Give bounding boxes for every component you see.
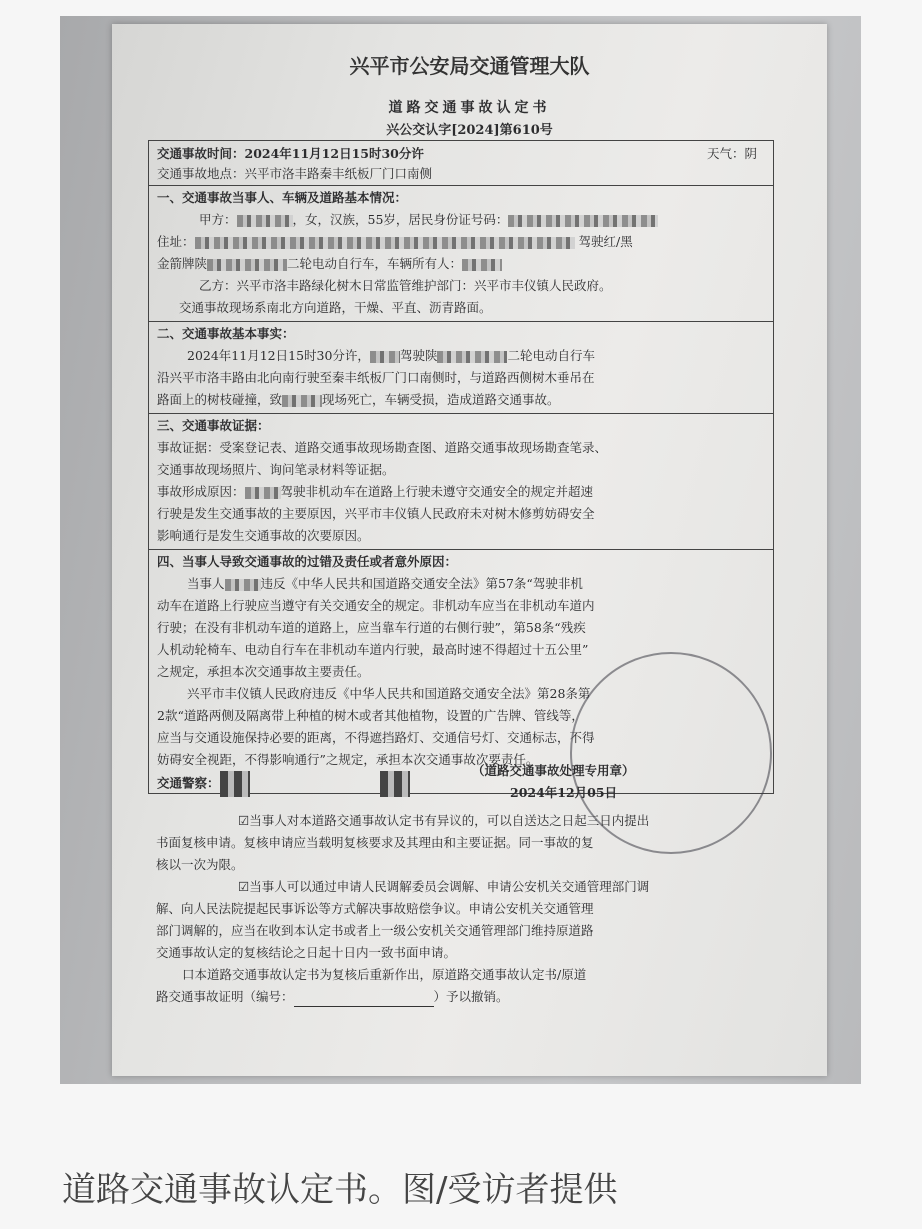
- section-4-title: 四、当事人导致交通事故的过错及责任或者意外原因：: [157, 554, 458, 569]
- notice-line-4: ☑当事人可以通过申请人民调解委员会调解、申请公安机关交通管理部门调: [238, 879, 650, 894]
- accident-certificate: [112, 24, 827, 1076]
- officer-line: 交通警察：: [157, 771, 767, 797]
- divider: [149, 549, 773, 550]
- redacted-name: [282, 395, 322, 407]
- doc-number: 兴公交认字[2024]第610号: [386, 123, 553, 138]
- redacted-plate: [207, 259, 287, 271]
- redacted-owner: [462, 259, 502, 271]
- liability-line-3: 行驶；在没有非机动车道的道路上，应当靠车行道的右侧行驶”，第58条“残疾: [157, 620, 586, 635]
- fact-line-2: 沿兴平市洛丰路由北向南行驶至秦丰纸板厂门口南侧时，与道路西侧树木垂吊在: [157, 370, 595, 385]
- liability-line-4: 人机动轮椅车、电动自行车在非机动车道内行驶，最高时速不得超过十五公里”: [157, 642, 589, 657]
- fact-line-3: 路面上的树枝碰撞，致 现场死亡，车辆受损，造成道路交通事故。: [157, 392, 560, 407]
- notice-line-2: 书面复核申请。复核申请应当载明复核要求及其理由和主要证据。同一事故的复: [156, 835, 594, 850]
- notice-line-9: 路交通事故证明（编号： ）予以撤销。: [156, 986, 797, 1007]
- accident-time: 交通事故时间：2024年11月12日15时30分许 天气：阴: [157, 143, 767, 164]
- cause-line-3: 影响通行是发生交通事故的次要原因。: [157, 528, 370, 543]
- section-2-title: 二、交通事故基本事实：: [157, 326, 295, 341]
- vehicle-line: 金箭牌陕 二轮电动自行车，车辆所有人：: [157, 253, 767, 274]
- seal-label: （道路交通事故处理专用章）: [472, 763, 635, 778]
- road-condition: 交通事故现场系南北方向道路，干燥、平直、沥青路面。: [179, 300, 492, 315]
- party-b-line: 乙方：兴平市洛丰路绿化树木日常监管维护部门：兴平市丰仪镇人民政府。: [199, 278, 612, 293]
- divider: [149, 185, 773, 186]
- image-caption: 道路交通事故认定书。图/受访者提供: [62, 1170, 618, 1210]
- redacted-name: [245, 487, 281, 499]
- evidence-line-2: 交通事故现场照片、询问笔录材料等证据。: [157, 462, 395, 477]
- liability-line-8: 应当与交通设施保持必要的距离，不得遮挡路灯、交通信号灯、交通标志，不得: [157, 730, 595, 745]
- liability-line-1: 当事人 违反《中华人民共和国道路交通安全法》第57条“驾驶非机: [187, 576, 583, 591]
- redacted-name: [370, 351, 400, 363]
- redacted-name: [225, 579, 261, 591]
- issue-date: 2024年12月05日: [510, 785, 618, 800]
- cause-line-2: 行驶是发生交通事故的主要原因，兴平市丰仪镇人民政府未对树木修剪妨碍安全: [157, 506, 595, 521]
- liability-line-6: 兴平市丰仪镇人民政府违反《中华人民共和国道路交通安全法》第28条第: [187, 686, 591, 701]
- party-a-address: 住址： 驾驶红/黑: [157, 234, 633, 249]
- accident-place: 交通事故地点：兴平市洛丰路秦丰纸板厂门口南侧: [157, 166, 433, 181]
- divider: [149, 413, 773, 414]
- redacted-address: [195, 237, 575, 249]
- notice-line-7: 交通事故认定的复核结论之日起十日内一致书面申请。: [156, 945, 457, 960]
- notice-line-8: 口本道路交通事故认定书为复核后重新作出，原道路交通事故认定书/原道: [182, 967, 587, 982]
- fact-line-1: 2024年11月12日15时30分许， 驾驶陕 二轮电动自行车: [187, 348, 595, 363]
- redacted-id: [508, 215, 658, 227]
- document-photo: [60, 16, 861, 1084]
- evidence-line-1: 事故证据：受案登记表、道路交通事故现场勘查图、道路交通事故现场勘查笔录、: [157, 440, 608, 455]
- party-a-line: 甲方： ，女，汉族，55岁，居民身份证号码：: [199, 209, 767, 230]
- notice-line-6: 部门调解的，应当在收到本认定书或者上一级公安机关交通管理部门维持原道路: [156, 923, 594, 938]
- issuing-org: 兴平市公安局交通管理大队: [349, 54, 590, 78]
- redacted-signature: [220, 771, 250, 797]
- liability-line-5: 之规定，承担本次交通事故主要责任。: [157, 664, 370, 679]
- notice-line-3: 核以一次为限。: [156, 857, 244, 872]
- liability-line-2: 动车在道路上行驶应当遵守有关交通安全的规定。非机动车应当在非机动车道内: [157, 598, 595, 613]
- section-3-title: 三、交通事故证据：: [157, 418, 270, 433]
- liability-line-7: 2款“道路两侧及隔离带上种植的树木或者其他植物，设置的广告牌、管线等，: [157, 708, 584, 723]
- blank-number-field: [294, 992, 434, 1007]
- notice-line-1: ☑当事人对本道路交通事故认定书有异议的，可以自送达之日起三日内提出: [238, 813, 650, 828]
- section-1-title: 一、交通事故当事人、车辆及道路基本情况：: [157, 190, 408, 205]
- doc-title: 道路交通事故认定书: [388, 100, 551, 116]
- divider: [149, 321, 773, 322]
- redacted-plate: [437, 351, 507, 363]
- liability-line-9: 妨碍安全视距，不得影响通行”之规定，承担本次交通事故次要责任。: [157, 752, 539, 767]
- redacted-signature: [380, 771, 410, 797]
- notice-line-5: 解、向人民法院提起民事诉讼等方式解决事故赔偿争议。申请公安机关交通管理: [156, 901, 594, 916]
- weather: 天气：阴: [706, 146, 757, 161]
- cause-line-1: 事故形成原因： 驾驶非机动车在道路上行驶未遵守交通安全的规定并超速: [157, 484, 594, 499]
- redacted-name: [237, 215, 293, 227]
